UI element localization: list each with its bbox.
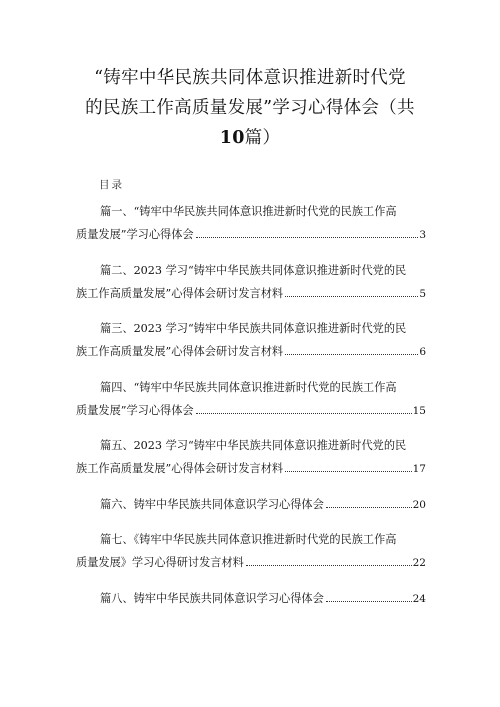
dot-leader [326,506,412,508]
toc-page-number: 6 [419,346,426,358]
dot-leader [285,353,418,355]
toc-entry-title: 篇四、“铸牢中华民族共同体意识推进新时代党的民族工作高 [100,380,397,394]
toc-entry-title-cont: 质量发展”学习心得体会 [76,228,194,241]
toc-entry-1[interactable] [76,203,426,244]
toc-entry-4[interactable] [76,379,426,420]
title-line-2: 的民族工作高质量发展”学习心得体会（共 [85,98,415,118]
toc-entry-6[interactable] [76,496,426,514]
toc-entry-title-cont: 族工作高质量发展”心得体会研讨发言材料 [76,462,284,475]
title-suffix: 篇） [244,128,281,148]
toc-page-number: 5 [419,287,426,300]
title-line-1: “铸牢中华民族共同体意识推进新时代党 [94,68,406,88]
toc-heading: 目录 [99,179,124,191]
toc-entry-title-cont: 族工作高质量发展”心得体会研讨发言材料 [76,286,284,300]
table-of-contents [76,203,426,625]
toc-page-number: 24 [412,592,426,605]
toc-entry-title: 篇二、2023 学习“铸牢中华民族共同体意识推进新时代党的民 [100,263,407,277]
toc-entry-title-cont: 质量发展”学习心得体会 [76,403,194,417]
dot-leader [196,236,419,238]
toc-entry-title: 篇一、“铸牢中华民族共同体意识推进新时代党的民族工作高 [100,205,397,218]
dot-leader [285,470,412,472]
dot-leader [196,412,412,414]
toc-entry-3[interactable] [76,320,426,361]
toc-page-number: 15 [412,404,426,417]
toc-page-number: 3 [419,229,426,241]
toc-entry-8[interactable] [76,590,426,608]
toc-entry-7[interactable] [76,531,426,572]
document-title [60,63,440,153]
dot-leader [326,600,412,602]
toc-entry-title: 篇五、2023 学习“铸牢中华民族共同体意识推进新时代党的民 [100,439,407,452]
toc-entry-title: 篇七、《铸牢中华民族共同体意识推进新时代党的民族工作高 [100,533,397,546]
toc-page-number: 20 [412,498,426,511]
title-count: 10 [219,128,245,148]
toc-entry-title-cont: 质量发展》学习心得研讨发言材料 [76,556,244,569]
toc-page-number: 17 [412,463,426,475]
title-line-3 [60,123,440,153]
toc-entry-title: 篇三、2023 学习“铸牢中华民族共同体意识推进新时代党的民 [100,322,407,335]
toc-entry-5[interactable] [76,437,426,478]
toc-page-number: 22 [412,557,426,569]
toc-entry-title-cont: 族工作高质量发展”心得体会研讨发言材料 [76,345,284,358]
dot-leader [285,295,418,297]
dot-leader [246,564,412,566]
toc-entry-2[interactable] [76,262,426,303]
toc-entry-title: 篇八、铸牢中华民族共同体意识学习心得体会 [100,591,324,605]
toc-entry-title: 篇六、铸牢中华民族共同体意识学习心得体会 [100,497,324,511]
